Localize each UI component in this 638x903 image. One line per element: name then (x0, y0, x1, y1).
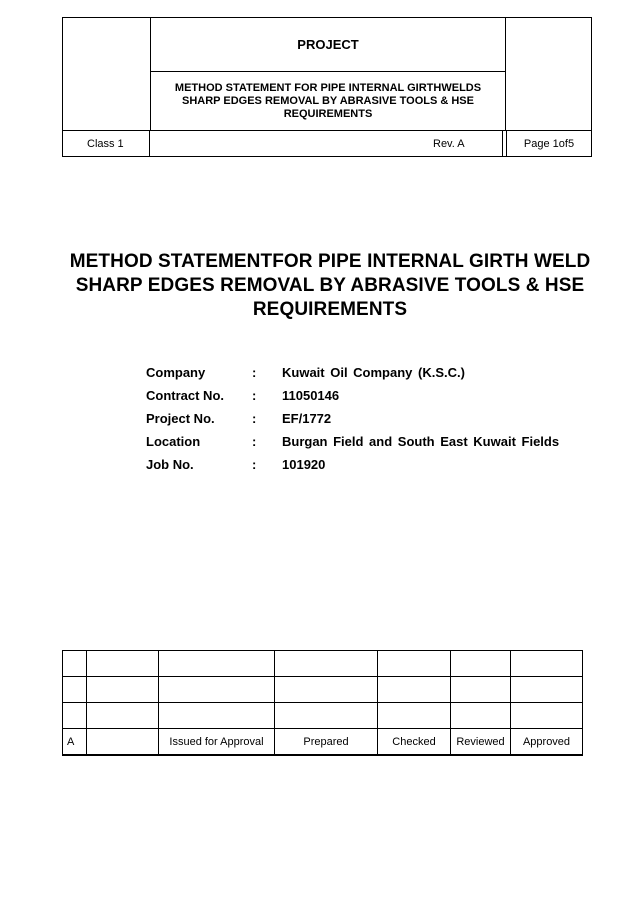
table-cell (159, 651, 275, 677)
table-cell (511, 677, 583, 703)
info-colon: : (252, 457, 257, 472)
table-cell (378, 651, 451, 677)
table-row (63, 651, 583, 677)
table-cell (63, 677, 87, 703)
rev-prepared: Prepared (275, 729, 378, 756)
info-value: 11050146 (282, 388, 340, 403)
table-cell (275, 703, 378, 729)
revision-table (62, 650, 583, 756)
page-number: Page 1of5 (506, 131, 591, 157)
table-cell (378, 703, 451, 729)
info-label: Project No. (146, 411, 215, 426)
info-value: Kuwait Oil Company (K.S.C.) (282, 365, 465, 380)
document-header (62, 17, 592, 157)
info-label: Company (146, 365, 206, 380)
table-cell (159, 703, 275, 729)
rev-date (87, 729, 159, 756)
info-value: Burgan Field and South East Kuwait Fields (282, 434, 560, 449)
table-cell (87, 677, 159, 703)
table-cell (378, 677, 451, 703)
rev-approved: Approved (511, 729, 583, 756)
info-label: Job No. (146, 457, 194, 472)
table-cell (87, 703, 159, 729)
info-label: Location (146, 434, 201, 449)
table-cell (275, 651, 378, 677)
info-colon: : (252, 388, 257, 403)
document-title: METHOD STATEMENTFOR PIPE INTERNAL GIRTH WELD SHARP EDGES REMOVAL BY ABRASIVE TOOLS & HSE REQUIREMENTS (69, 251, 591, 320)
table-cell (63, 703, 87, 729)
rev-checked: Checked (378, 729, 451, 756)
info-value: EF/1772 (282, 411, 332, 426)
header-logo-cell-right (505, 18, 591, 130)
header-info-row (63, 130, 591, 157)
table-cell (159, 677, 275, 703)
table-cell (511, 651, 583, 677)
table-cell (275, 677, 378, 703)
rev-letter: A (63, 729, 87, 756)
info-colon: : (252, 365, 257, 380)
header-method-statement-title: METHOD STATEMENT FOR PIPE INTERNAL GIRTHWELDS SHARP EDGES REMOVAL BY ABRASIVE TOOLS & HSE REQUIREMENTS (174, 81, 482, 120)
table-cell (451, 651, 511, 677)
table-cell (63, 651, 87, 677)
project-label: PROJECT (151, 18, 505, 72)
header-logo-cell-left (63, 18, 151, 130)
table-cell (451, 703, 511, 729)
revision-label: Rev. A (433, 138, 465, 150)
info-label: Contract No. (146, 388, 224, 403)
class-label: Class 1 (63, 131, 150, 157)
table-row (63, 677, 583, 703)
rev-reviewed: Reviewed (451, 729, 511, 756)
table-row (63, 703, 583, 729)
table-row (63, 729, 583, 756)
table-cell (511, 703, 583, 729)
info-colon: : (252, 411, 257, 426)
table-cell (87, 651, 159, 677)
table-cell (451, 677, 511, 703)
info-value: 101920 (282, 457, 326, 472)
info-colon: : (252, 434, 257, 449)
rev-description: Issued for Approval (159, 729, 275, 756)
